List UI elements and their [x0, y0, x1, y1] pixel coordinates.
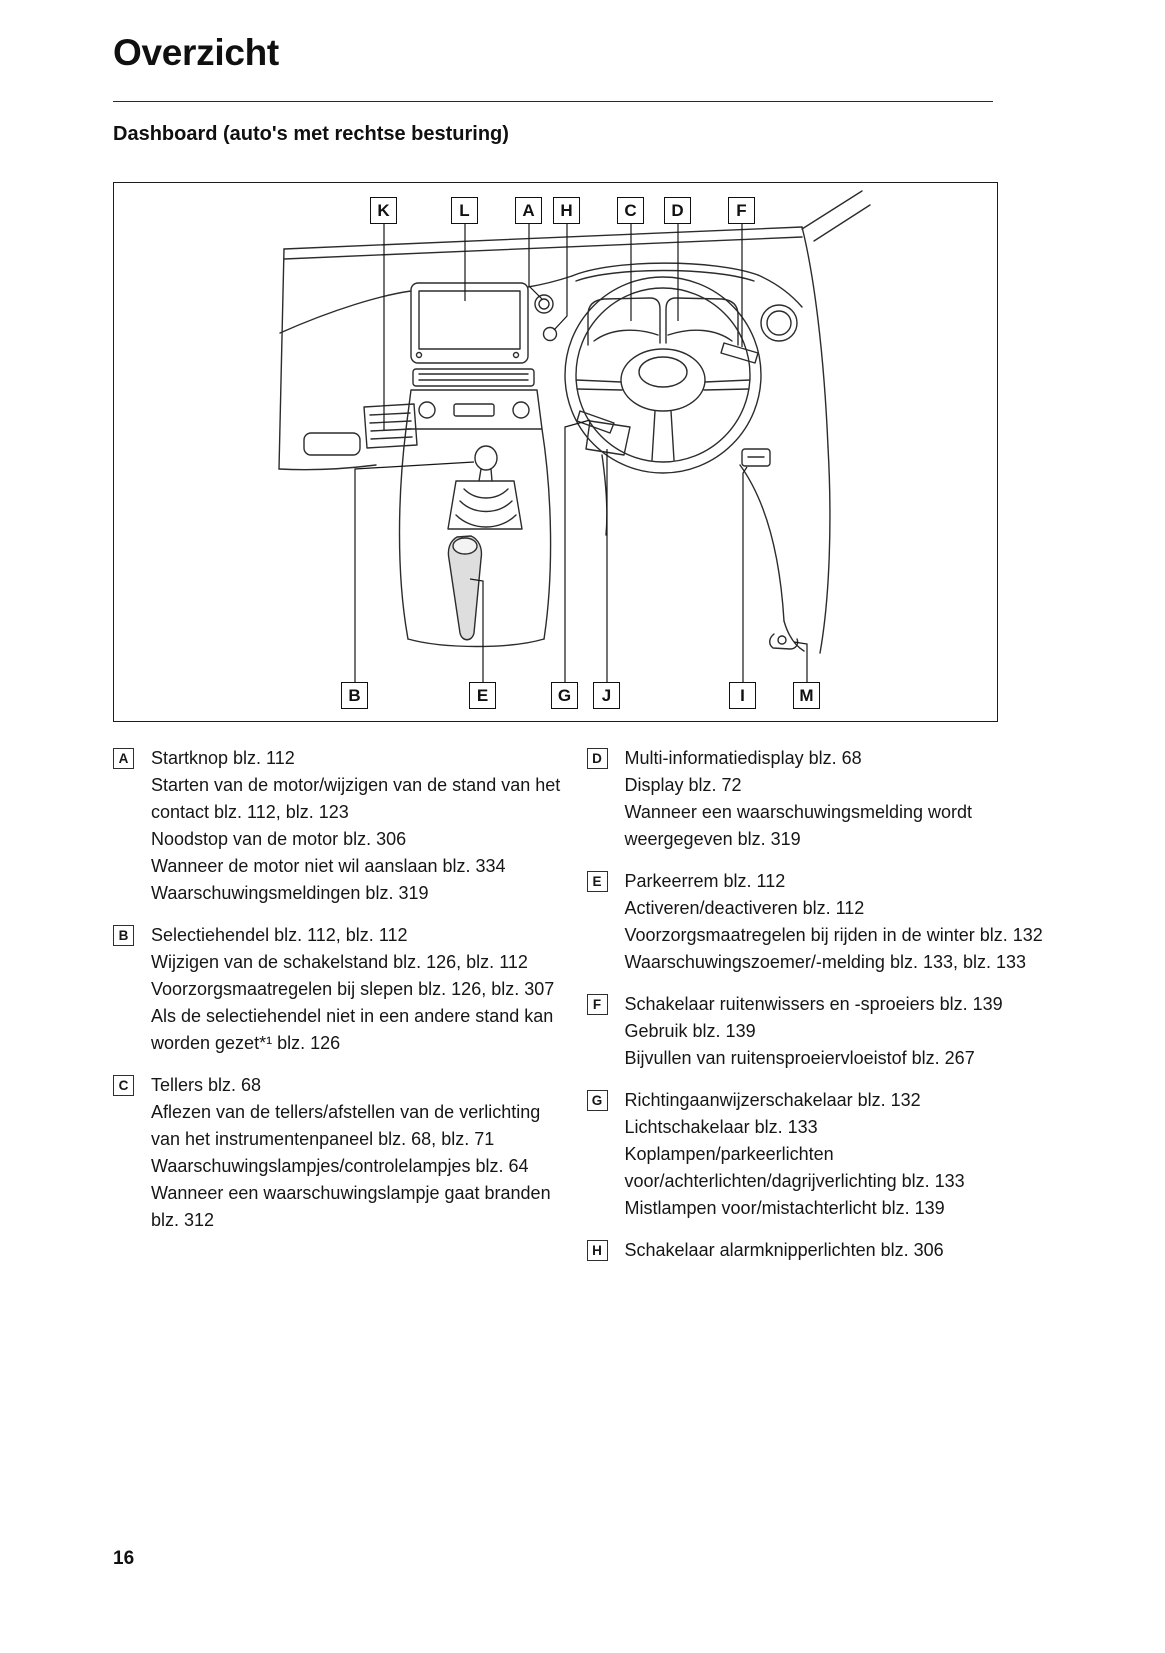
switch-panel	[742, 449, 770, 466]
climate-control-panel	[406, 390, 542, 429]
item-detail: Voorzorgsmaatregelen bij rijden in de winter blz. 132	[624, 925, 1043, 945]
gear-selector	[448, 446, 522, 529]
item-letter: F	[587, 994, 608, 1015]
parking-brake-lever	[448, 536, 481, 640]
item-detail: Waarschuwingslampjes/controlelampjes blz. 64	[151, 1156, 529, 1176]
item-title: Richtingaanwijzerschakelaar blz. 132	[624, 1090, 921, 1110]
steering-wheel	[565, 277, 761, 473]
item-detail: Activeren/deactiveren blz. 112	[624, 898, 865, 918]
legend-item-F	[587, 991, 1043, 1072]
legend-item-C	[113, 1072, 564, 1234]
steering-column-shroud	[586, 421, 630, 535]
callout-I: I	[729, 682, 756, 709]
item-title: Tellers blz. 68	[151, 1075, 262, 1095]
item-detail: Als de selectiehendel niet in een andere stand kan worden gezet*¹ blz. 126	[151, 1006, 554, 1053]
page-title: Overzicht	[113, 32, 279, 73]
item-detail: Wanneer de motor niet wil aanslaan blz. 334	[151, 856, 506, 876]
item-title: Multi-informatiedisplay blz. 68	[624, 748, 862, 768]
item-letter: C	[113, 1075, 134, 1096]
item-title: Schakelaar alarmknipperlichten blz. 306	[624, 1240, 944, 1260]
callout-B: B	[341, 682, 368, 709]
item-letter: A	[113, 748, 134, 769]
item-letter: D	[587, 748, 608, 769]
callout-K: K	[370, 197, 397, 224]
item-letter: B	[113, 925, 134, 946]
legend	[113, 745, 1043, 1279]
dashboard-line-art	[114, 183, 996, 720]
item-detail: Aflezen van de tellers/afstellen van de verlichting van het instrumentenpaneel blz. 68, blz. 71	[151, 1102, 541, 1149]
callout-D: D	[664, 197, 691, 224]
legend-item-E	[587, 868, 1043, 976]
legend-item-G	[587, 1087, 1043, 1222]
callout-G: G	[551, 682, 578, 709]
item-detail: Display blz. 72	[624, 775, 742, 795]
legend-column-right	[587, 745, 1043, 1279]
item-letter: H	[587, 1240, 608, 1261]
page-content	[113, 0, 1043, 1279]
item-detail: Wijzigen van de schakelstand blz. 126, blz. 112	[151, 952, 528, 972]
item-detail: Wanneer een waarschuwingslampje gaat branden blz. 312	[151, 1183, 551, 1230]
leader-lines	[355, 224, 807, 683]
callout-M: M	[793, 682, 820, 709]
item-title: Startknop blz. 112	[151, 748, 295, 768]
storage-pocket	[304, 433, 360, 455]
item-title: Selectiehendel blz. 112, blz. 112	[151, 925, 408, 945]
item-detail: Waarschuwingszoemer/-melding blz. 133, blz. 133	[624, 952, 1027, 972]
item-detail: Voorzorgsmaatregelen bij slepen blz. 126, blz. 307	[151, 979, 555, 999]
callout-J: J	[593, 682, 620, 709]
driver-side-vent	[761, 305, 797, 341]
callout-E: E	[469, 682, 496, 709]
callout-L: L	[451, 197, 478, 224]
item-detail: Gebruik blz. 139	[624, 1021, 756, 1041]
item-letter: G	[587, 1090, 608, 1111]
callout-A: A	[515, 197, 542, 224]
item-detail: Koplampen/parkeerlichten voor/achterlichten/dagrijverlichting blz. 133	[624, 1144, 965, 1191]
divider	[113, 101, 993, 102]
callout-F: F	[728, 197, 755, 224]
dashboard-outline	[279, 191, 870, 653]
wiper-stalk	[721, 343, 758, 363]
legend-column-left	[113, 745, 564, 1279]
item-detail: Mistlampen voor/mistachterlicht blz. 139	[624, 1198, 945, 1218]
item-title: Schakelaar ruitenwissers en -sproeiers blz. 139	[624, 994, 1003, 1014]
page-number: 16	[113, 1548, 135, 1569]
section-title: Dashboard (auto's met rechtse besturing)	[113, 123, 509, 145]
legend-item-H	[587, 1237, 1043, 1264]
item-detail: Bijvullen van ruitensproeiervloeistof blz. 267	[624, 1048, 975, 1068]
center-air-vents	[413, 369, 534, 386]
item-title: Parkeerrem blz. 112	[624, 871, 786, 891]
legend-item-A	[113, 745, 564, 907]
dashboard-figure	[113, 182, 998, 722]
callout-H: H	[553, 197, 580, 224]
item-detail: Noodstop van de motor blz. 306	[151, 829, 407, 849]
start-button	[535, 295, 553, 313]
legend-item-D	[587, 745, 1043, 853]
callout-C: C	[617, 197, 644, 224]
item-detail: Waarschuwingsmeldingen blz. 319	[151, 883, 429, 903]
legend-item-B	[113, 922, 564, 1057]
item-detail: Wanneer een waarschuwingsmelding wordt weergegeven blz. 319	[624, 802, 973, 849]
item-detail: Starten van de motor/wijzigen van de stand van het contact blz. 112, blz. 123	[151, 775, 561, 822]
infotainment-screen	[411, 283, 528, 363]
item-letter: E	[587, 871, 608, 892]
item-detail: Lichtschakelaar blz. 133	[624, 1117, 818, 1137]
